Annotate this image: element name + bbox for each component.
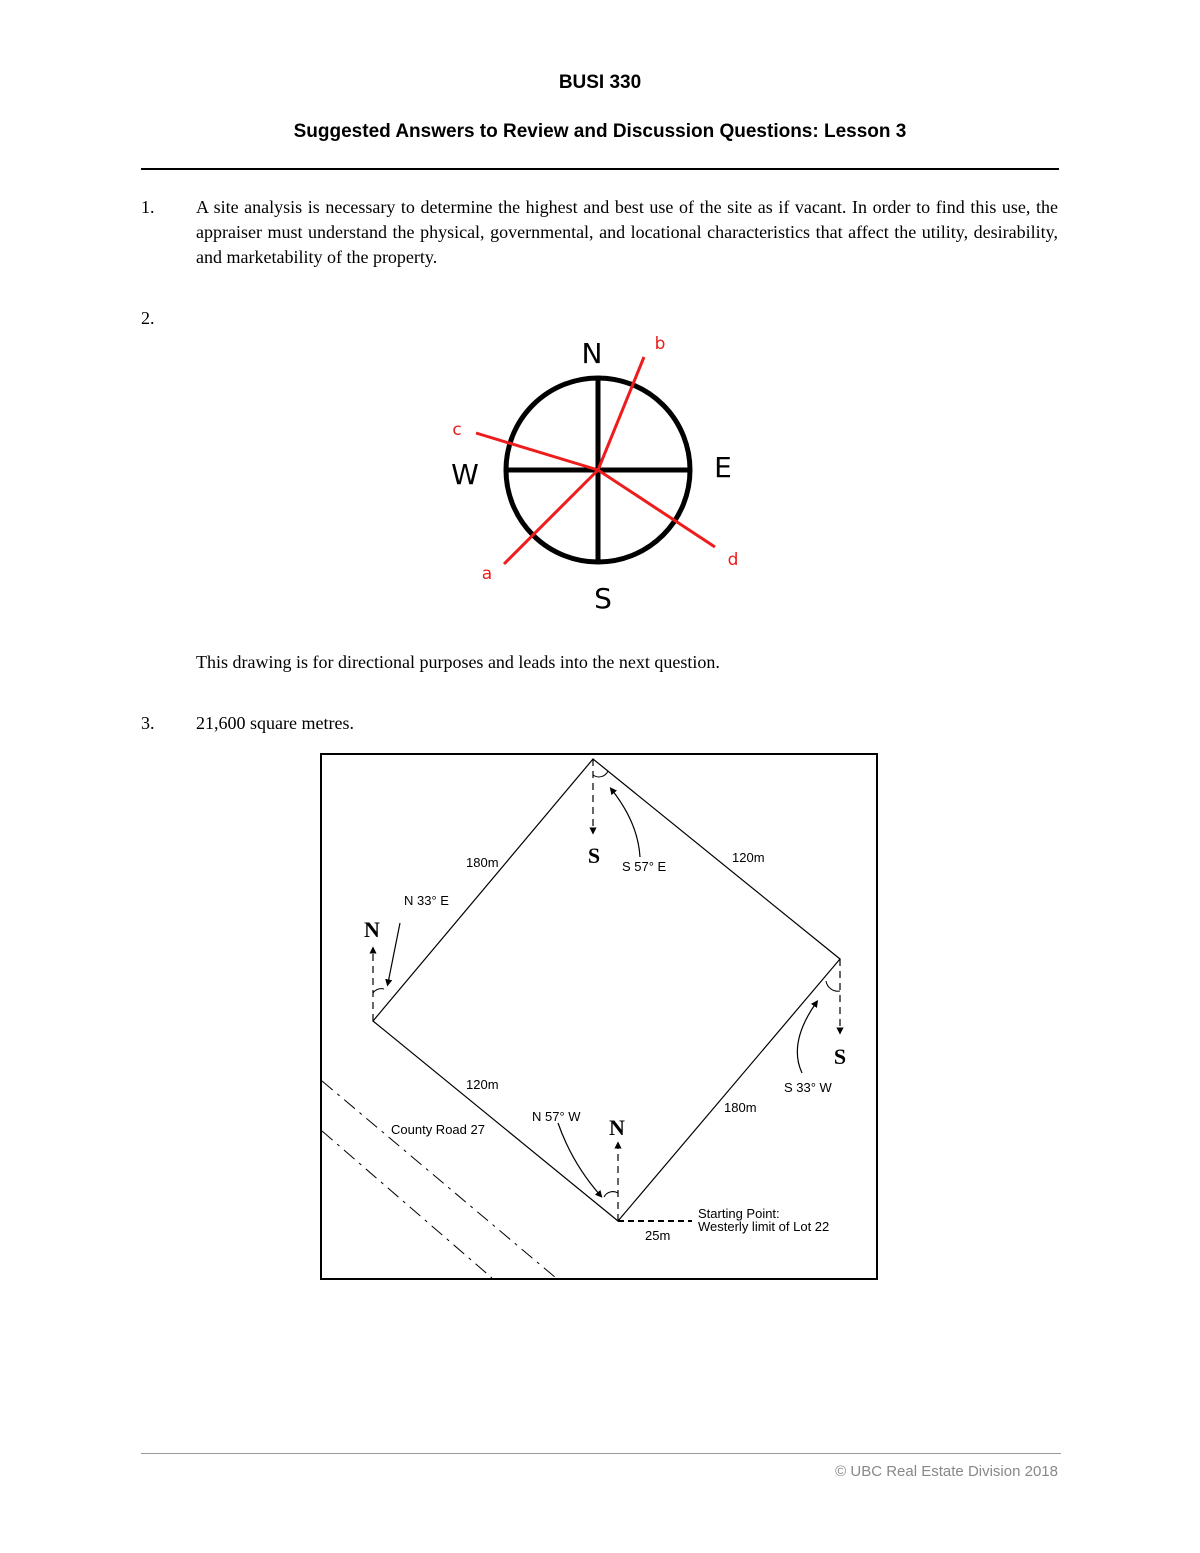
- angle-arc-east: [826, 981, 840, 991]
- course-code: BUSI 330: [558, 72, 642, 93]
- bearing-label-c: c: [452, 420, 462, 440]
- compass-east-label: E: [714, 451, 732, 484]
- question-1-answer: A site analysis is necessary to determine the highest and best use of the site as if vacant. In order to find this use, the appraiser must understand the physical, governmental, and locational characteristics that affect the utility, desirability, and marketability of the property.: [196, 197, 1058, 267]
- angle-arc-south: [604, 1192, 618, 1197]
- question-3-answer: 21,600 square metres.: [196, 713, 354, 733]
- compass-south-label: S: [594, 582, 612, 615]
- question-1-number: 1.: [141, 197, 155, 217]
- road-label: County Road 27: [391, 1122, 485, 1137]
- south-marker-east-corner: S: [833, 1044, 847, 1069]
- pointer-s33w: [797, 1003, 816, 1073]
- road-edge-lower: [322, 1131, 492, 1278]
- compass-north-label: N: [581, 337, 603, 370]
- question-2-caption: This drawing is for directional purposes and leads into the next question.: [196, 652, 720, 672]
- angle-arc-north: [593, 771, 608, 777]
- bearing-line-b: [598, 357, 644, 470]
- property-boundary: [373, 759, 840, 1221]
- compass-diagram: [430, 325, 770, 625]
- header-divider: [141, 168, 1059, 170]
- starting-point-line1: Starting Point:: [698, 1206, 780, 1221]
- compass-west-label: W: [451, 458, 479, 491]
- question-2-number: 2.: [141, 308, 155, 328]
- label-se-side: 180m: [724, 1100, 757, 1115]
- question-3-number: 3.: [141, 713, 155, 733]
- pointer-n33e: [388, 923, 400, 983]
- pointer-n57w: [558, 1123, 600, 1195]
- label-sw-side: 120m: [466, 1077, 499, 1092]
- page-title: Suggested Answers to Review and Discussion Questions: Lesson 3: [293, 121, 907, 142]
- bearing-line-d: [598, 470, 715, 547]
- pointer-s57e: [612, 790, 640, 857]
- bearing-line-c: [476, 433, 598, 470]
- angle-arc-west: [373, 989, 384, 993]
- label-frontage: 25m: [645, 1228, 671, 1243]
- site-plan-frame: [321, 754, 877, 1279]
- bearing-label-d: d: [727, 550, 739, 570]
- north-marker-south-corner: N: [609, 1115, 625, 1140]
- starting-point-line2: Westerly limit of Lot 22: [698, 1219, 830, 1234]
- label-s33w: S 33° W: [784, 1080, 832, 1095]
- label-n57w: N 57° W: [532, 1109, 581, 1124]
- north-marker-west-corner: N: [364, 917, 380, 942]
- bearing-label-b: b: [654, 334, 666, 354]
- label-s57e: S 57° E: [622, 859, 667, 874]
- label-nw-side: 180m: [466, 855, 499, 870]
- south-marker-north-corner: S: [587, 843, 601, 868]
- label-ne-side: 120m: [732, 850, 765, 865]
- footer-divider: [141, 1453, 1061, 1454]
- bearing-label-a: a: [481, 564, 493, 584]
- road-edge-upper: [322, 1081, 556, 1278]
- footer-copyright: © UBC Real Estate Division 2018: [835, 1463, 1058, 1480]
- site-plan-diagram: [320, 753, 880, 1283]
- label-n33e: N 33° E: [404, 893, 449, 908]
